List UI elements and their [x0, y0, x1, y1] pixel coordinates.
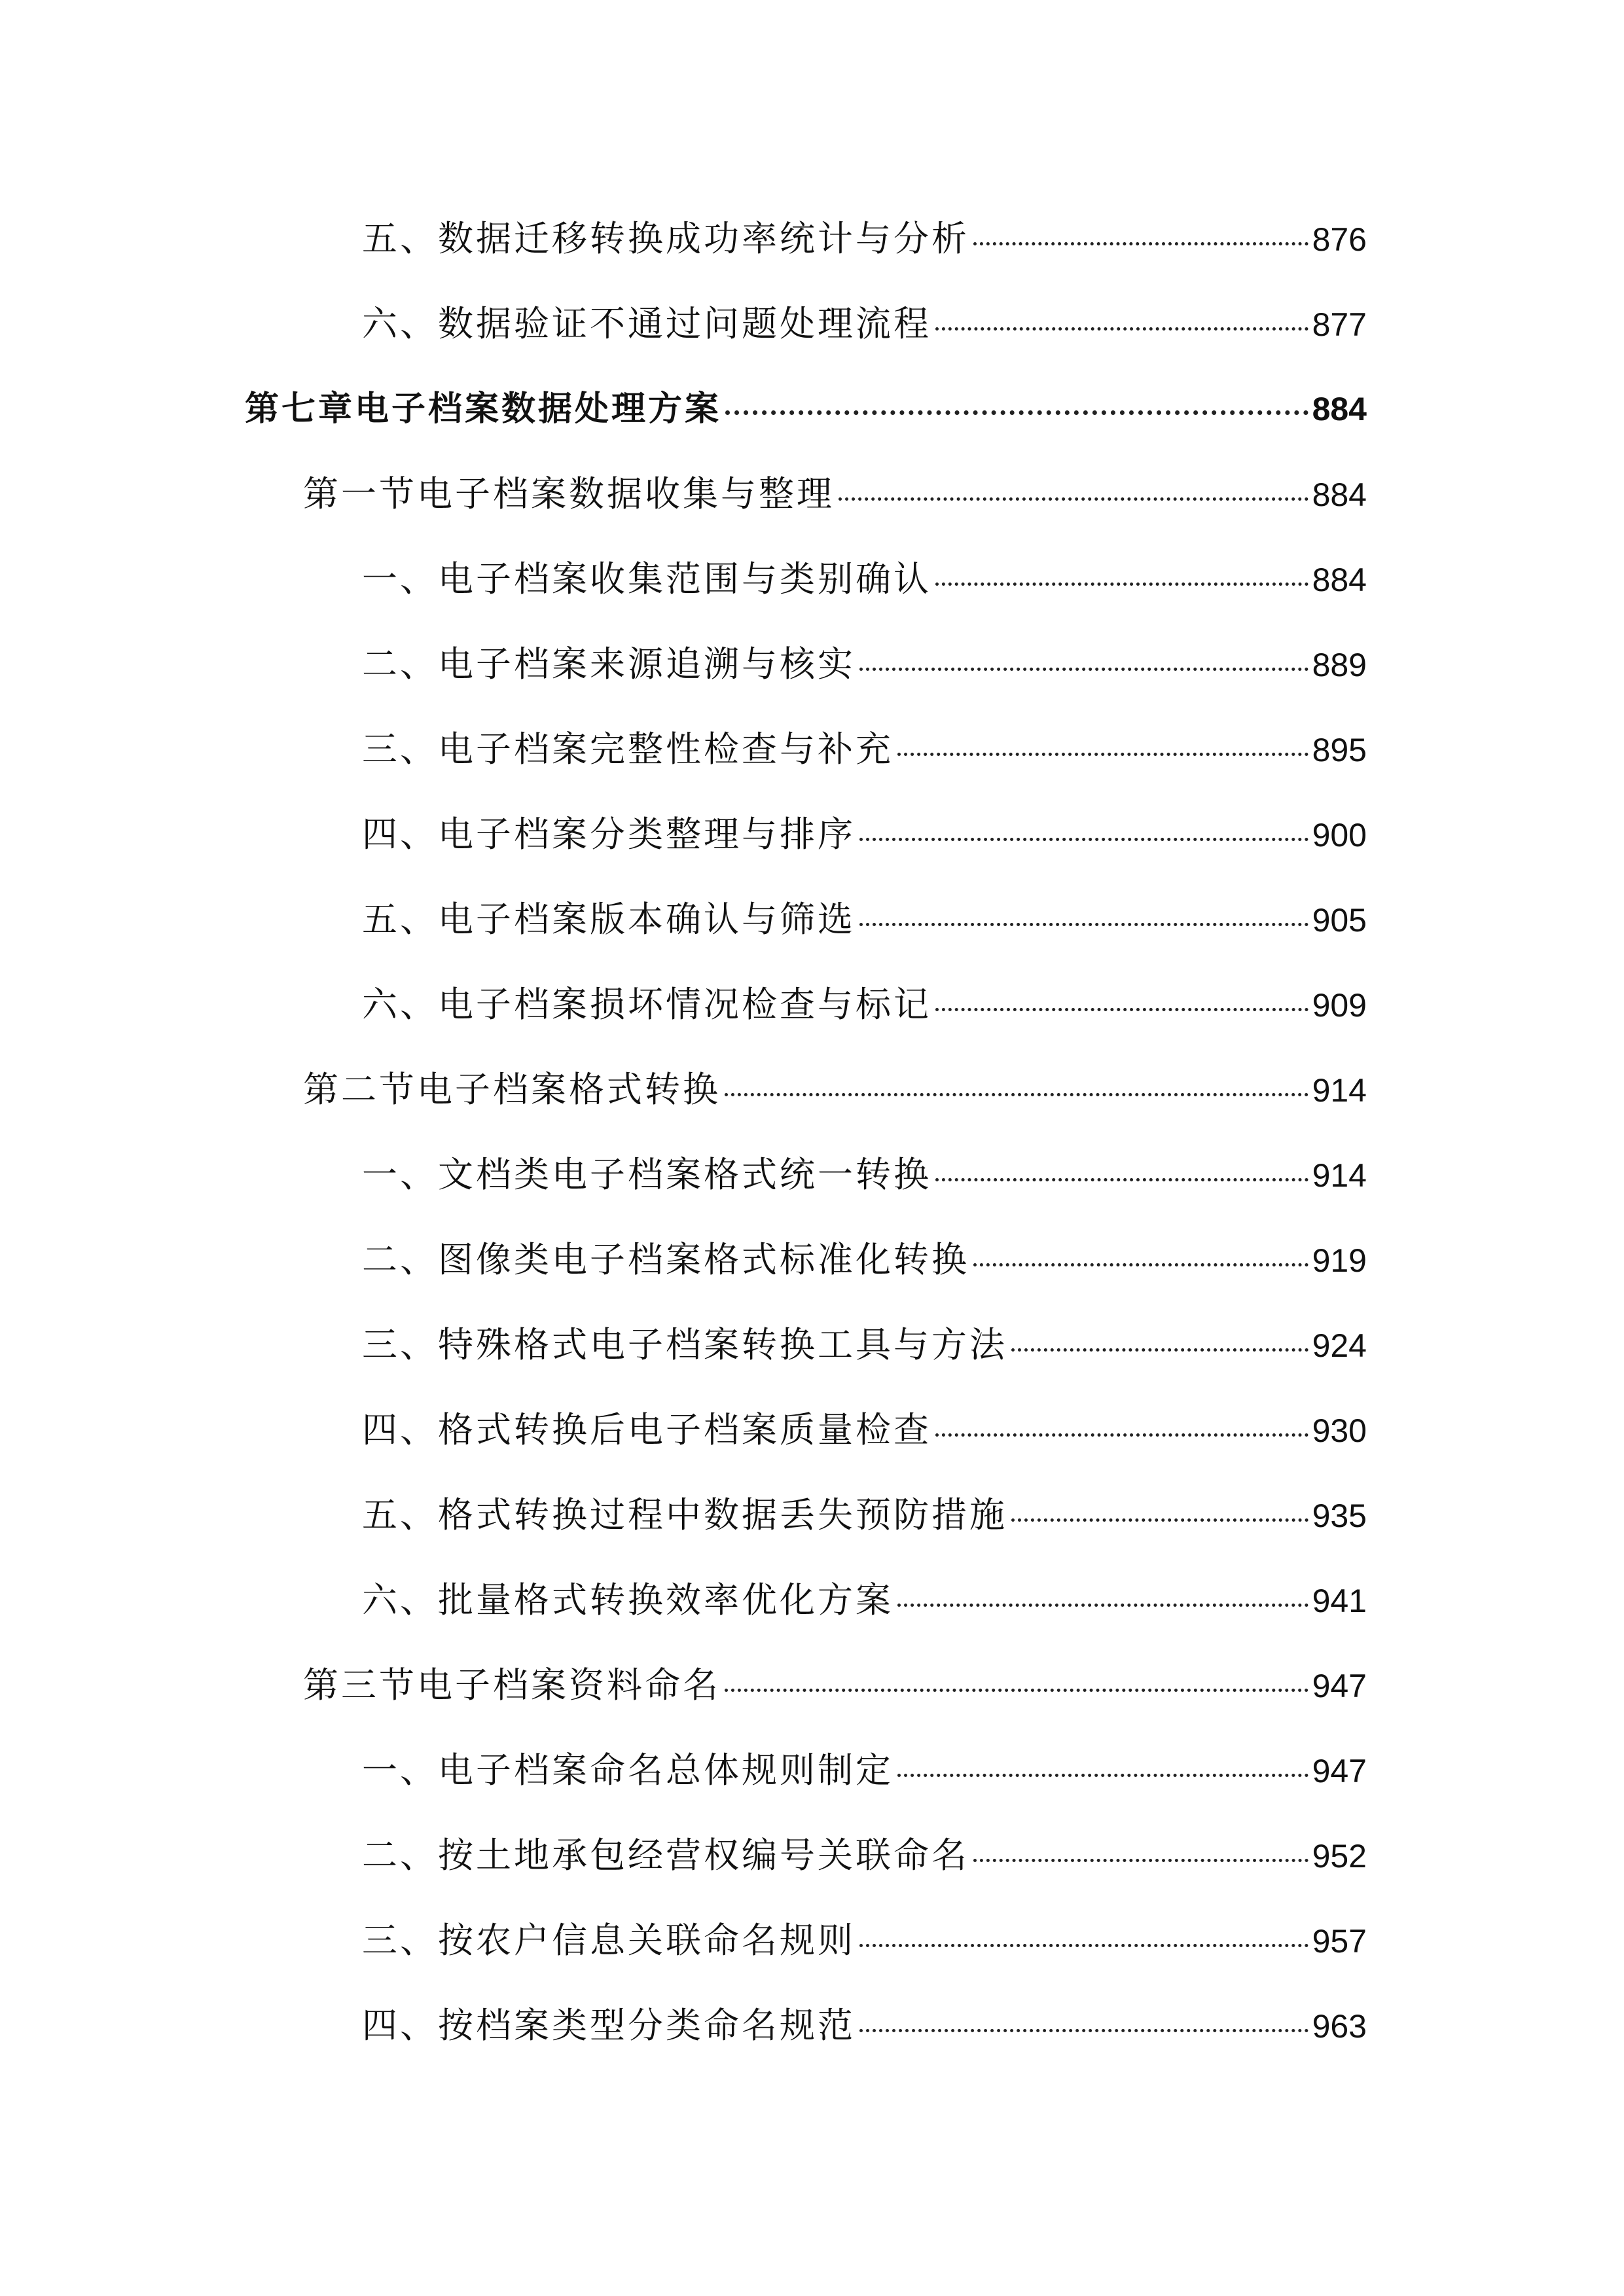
toc-entry[interactable]	[362, 978, 1367, 1031]
toc-dot-leader	[839, 497, 1308, 501]
toc-entry-page-number: 909	[1312, 987, 1367, 1024]
toc-entry-title: 第七章电子档案数据处理方案	[245, 389, 722, 429]
toc-dot-leader	[725, 410, 1308, 415]
toc-dot-leader	[859, 2029, 1308, 2032]
toc-dot-leader	[725, 1689, 1308, 1692]
toc-entry-title: 四、电子档案分类整理与排序	[362, 814, 856, 855]
toc-entry-title: 四、按档案类型分类命名规范	[362, 2005, 856, 2046]
toc-entry[interactable]	[362, 893, 1367, 946]
toc-entry[interactable]	[362, 1489, 1367, 1541]
toc-dot-leader	[897, 1604, 1308, 1607]
toc-entry-page-number: 884	[1312, 562, 1367, 598]
toc-chapter-entry[interactable]	[245, 383, 1367, 435]
toc-entry-title: 三、特殊格式电子档案转换工具与方法	[362, 1324, 1007, 1365]
toc-dot-leader	[935, 1178, 1308, 1181]
toc-entry[interactable]	[362, 1744, 1367, 1797]
toc-entry-title: 一、电子档案命名总体规则制定	[362, 1749, 893, 1791]
toc-entry-title: 三、电子档案完整性检查与补充	[362, 728, 893, 770]
toc-entry-page-number: 900	[1312, 817, 1367, 853]
toc-section-entry[interactable]	[303, 468, 1367, 520]
toc-entry-title: 一、文档类电子档案格式统一转换	[362, 1154, 931, 1195]
toc-entry-page-number: 889	[1312, 647, 1367, 683]
toc-entry[interactable]	[362, 1234, 1367, 1286]
toc-entry-page-number: 924	[1312, 1327, 1367, 1364]
toc-entry-title: 二、图像类电子档案格式标准化转换	[362, 1239, 969, 1280]
toc-entry-title: 二、电子档案来源追溯与核实	[362, 643, 856, 685]
toc-entry[interactable]	[362, 1404, 1367, 1456]
toc-dot-leader	[935, 1433, 1308, 1437]
toc-dot-leader	[859, 838, 1308, 841]
toc-dot-leader	[935, 1008, 1308, 1011]
toc-dot-leader	[973, 1859, 1308, 1862]
toc-entry-title: 五、数据迁移转换成功率统计与分析	[362, 218, 969, 259]
toc-entry-title: 四、格式转换后电子档案质量检查	[362, 1409, 931, 1450]
toc-dot-leader	[859, 923, 1308, 926]
toc-entry-page-number: 914	[1312, 1072, 1367, 1109]
toc-entry-title: 五、格式转换过程中数据丢失预防措施	[362, 1494, 1007, 1535]
toc-dot-leader	[897, 1774, 1308, 1777]
toc-dot-leader	[859, 1944, 1308, 1947]
toc-entry-page-number: 941	[1312, 1583, 1367, 1619]
toc-entry[interactable]	[362, 1829, 1367, 1882]
toc-entry[interactable]	[362, 1914, 1367, 1967]
toc-entry-page-number: 914	[1312, 1157, 1367, 1194]
toc-entry-page-number: 919	[1312, 1242, 1367, 1279]
toc-entry-page-number: 884	[1312, 391, 1367, 427]
toc-entry-title: 第一节电子档案数据收集与整理	[303, 473, 835, 514]
toc-dot-leader	[935, 327, 1308, 331]
toc-entry-page-number: 952	[1312, 1838, 1367, 1874]
toc-entry-title: 五、电子档案版本确认与筛选	[362, 899, 856, 940]
toc-entry-title: 六、批量格式转换效率优化方案	[362, 1579, 893, 1621]
toc-dot-leader	[973, 242, 1308, 245]
toc-entry-title: 一、电子档案收集范围与类别确认	[362, 558, 931, 600]
toc-entry[interactable]	[362, 1149, 1367, 1201]
toc-entry-page-number: 930	[1312, 1412, 1367, 1449]
toc-entry[interactable]	[362, 298, 1367, 350]
toc-dot-leader	[1011, 1518, 1308, 1522]
toc-dot-leader	[973, 1263, 1308, 1266]
toc-entry-page-number: 957	[1312, 1923, 1367, 1960]
toc-entry[interactable]	[362, 808, 1367, 861]
toc-entry-page-number: 905	[1312, 902, 1367, 939]
toc-entry-page-number: 877	[1312, 306, 1367, 343]
toc-entry[interactable]	[362, 553, 1367, 605]
toc-entry-page-number: 935	[1312, 1498, 1367, 1534]
toc-entry[interactable]	[362, 2000, 1367, 2052]
toc-entry-page-number: 947	[1312, 1668, 1367, 1704]
toc-dot-leader	[859, 668, 1308, 671]
toc-entry-page-number: 876	[1312, 221, 1367, 258]
toc-entry-title: 三、按农户信息关联命名规则	[362, 1920, 856, 1961]
toc-dot-leader	[897, 753, 1308, 756]
toc-entry[interactable]	[362, 213, 1367, 265]
toc-dot-leader	[1011, 1348, 1308, 1352]
toc-entry-page-number: 895	[1312, 732, 1367, 768]
toc-dot-leader	[935, 583, 1308, 586]
toc-entry[interactable]	[362, 723, 1367, 776]
toc-entry-title: 第三节电子档案资料命名	[303, 1664, 721, 1706]
toc-entry[interactable]	[362, 638, 1367, 691]
toc-entry-page-number: 963	[1312, 2008, 1367, 2045]
toc-entry-page-number: 947	[1312, 1753, 1367, 1789]
toc-entry-title: 二、按土地承包经营权编号关联命名	[362, 1835, 969, 1876]
toc-entry[interactable]	[362, 1319, 1367, 1371]
toc-entry-page-number: 884	[1312, 476, 1367, 513]
toc-entry-title: 第二节电子档案格式转换	[303, 1069, 721, 1110]
toc-section-entry[interactable]	[303, 1064, 1367, 1116]
toc-entry[interactable]	[362, 1574, 1367, 1626]
toc-entry-title: 六、电子档案损坏情况检查与标记	[362, 984, 931, 1025]
toc-section-entry[interactable]	[303, 1659, 1367, 1712]
toc-entry-title: 六、数据验证不通过问题处理流程	[362, 303, 931, 344]
toc-dot-leader	[725, 1093, 1308, 1096]
